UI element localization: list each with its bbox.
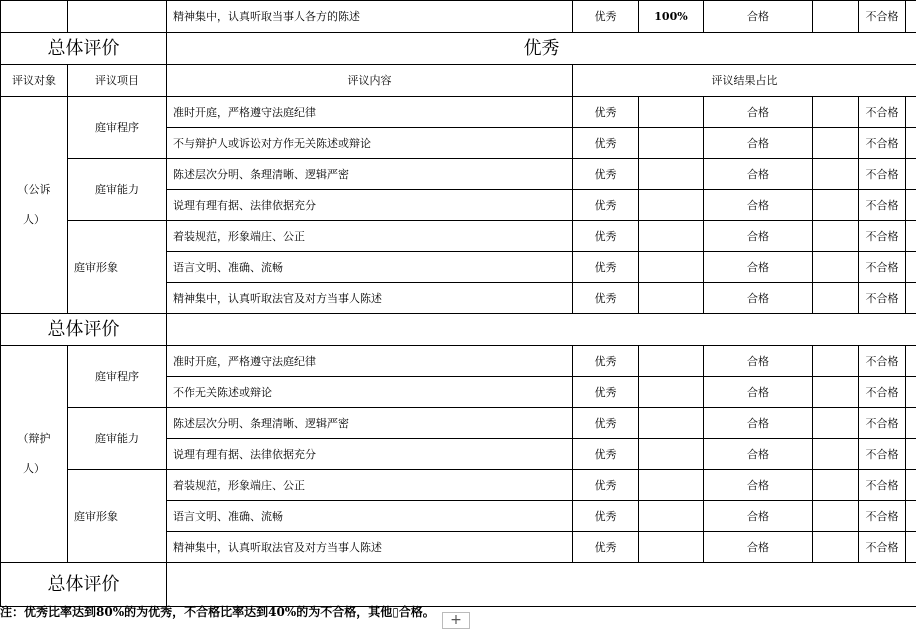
mark-pass: 合格 (704, 439, 813, 470)
blank-cell (1, 1, 68, 33)
percent-cell (906, 346, 916, 377)
mark-pass: 合格 (704, 97, 813, 128)
percent-cell (813, 439, 859, 470)
object-label-line: 人） (23, 213, 45, 226)
mark-fail: 不合格 (859, 501, 906, 532)
mark-excellent: 优秀 (573, 408, 639, 439)
content-cell: 不作无关陈述或辩论 (167, 377, 573, 408)
percent-cell (906, 283, 916, 314)
item-label: 庭审能力 (68, 408, 167, 470)
percent-cell (906, 501, 916, 532)
percent-cell (639, 190, 704, 221)
add-icon[interactable]: + (442, 612, 470, 629)
mark-pass: 合格 (704, 128, 813, 159)
mark-pass: 合格 (704, 532, 813, 563)
header-item: 评议项目 (68, 65, 167, 97)
mark-pass: 合格 (704, 252, 813, 283)
mark-fail: 不合格 (859, 439, 906, 470)
percent-cell (813, 97, 859, 128)
percent-cell (813, 408, 859, 439)
mark-excellent: 优秀 (573, 501, 639, 532)
item-label: 庭审程序 (68, 346, 167, 408)
mark-pass: 合格 (704, 408, 813, 439)
mark-fail: 不合格 (859, 283, 906, 314)
percent-cell (813, 252, 859, 283)
content-cell: 不与辩护人或诉讼对方作无关陈述或辩论 (167, 128, 573, 159)
percent-cell (906, 377, 916, 408)
mark-fail: 不合格 (859, 1, 906, 33)
item-label: 庭审能力 (68, 159, 167, 221)
percent-cell (813, 346, 859, 377)
percent-cell (813, 470, 859, 501)
percent-cell (813, 221, 859, 252)
content-cell: 精神集中，认真听取法官及对方当事人陈述 (167, 283, 573, 314)
content-cell: 陈述层次分明、条理清晰、逻辑严密 (167, 159, 573, 190)
mark-excellent: 优秀 (573, 439, 639, 470)
percent-cell (906, 159, 916, 190)
percent-cell (906, 439, 916, 470)
percent-cell (639, 97, 704, 128)
percent-cell (813, 128, 859, 159)
mark-excellent: 优秀 (573, 252, 639, 283)
percent-cell (639, 128, 704, 159)
percent-cell (639, 346, 704, 377)
mark-excellent: 优秀 (573, 97, 639, 128)
percent-cell (813, 159, 859, 190)
mark-excellent: 优秀 (573, 470, 639, 501)
mark-pass: 合格 (704, 470, 813, 501)
percent-value: 100% (639, 1, 704, 33)
mark-fail: 不合格 (859, 128, 906, 159)
object-label-line: （公诉 (17, 183, 51, 196)
header-content: 评议内容 (167, 65, 573, 97)
mark-pass: 合格 (704, 221, 813, 252)
percent-cell (639, 252, 704, 283)
percent-cell (813, 501, 859, 532)
content-cell: 精神集中，认真听取当事人各方的陈述 (167, 1, 573, 33)
object-label (1, 97, 68, 314)
mark-pass: 合格 (704, 1, 813, 33)
overall-label: 总体评价 (1, 563, 167, 607)
mark-pass: 合格 (704, 346, 813, 377)
item-label: 庭审形象 (68, 470, 167, 563)
item-label: 庭审程序 (68, 97, 167, 159)
mark-pass: 合格 (704, 501, 813, 532)
percent-cell (906, 221, 916, 252)
mark-fail: 不合格 (859, 532, 906, 563)
percent-cell (639, 501, 704, 532)
percent-cell (639, 439, 704, 470)
percent-cell (906, 1, 916, 33)
content-cell: 说理有理有据、法律依据充分 (167, 190, 573, 221)
percent-cell (639, 221, 704, 252)
content-cell: 着装规范，形象端庄、公正 (167, 221, 573, 252)
mark-excellent: 优秀 (573, 377, 639, 408)
content-cell: 语言文明、准确、流畅 (167, 501, 573, 532)
mark-excellent: 优秀 (573, 128, 639, 159)
mark-excellent: 优秀 (573, 159, 639, 190)
mark-fail: 不合格 (859, 97, 906, 128)
percent-cell (906, 252, 916, 283)
mark-pass: 合格 (704, 377, 813, 408)
footnote: 注：优秀比率达到80%的为优秀，不合格比率达到40%的为不合格，其他▯合格。 (0, 605, 435, 619)
mark-excellent: 优秀 (573, 1, 639, 33)
mark-pass: 合格 (704, 190, 813, 221)
overall-result: 优秀 (167, 33, 916, 65)
mark-fail: 不合格 (859, 470, 906, 501)
percent-cell (906, 470, 916, 501)
mark-fail: 不合格 (859, 377, 906, 408)
object-label-line: （辩护 (17, 432, 51, 445)
percent-cell (813, 190, 859, 221)
header-object: 评议对象 (1, 65, 68, 97)
mark-fail: 不合格 (859, 408, 906, 439)
content-cell: 着装规范，形象端庄、公正 (167, 470, 573, 501)
mark-fail: 不合格 (859, 252, 906, 283)
content-cell: 准时开庭，严格遵守法庭纪律 (167, 97, 573, 128)
percent-cell (813, 377, 859, 408)
content-cell: 准时开庭，严格遵守法庭纪律 (167, 346, 573, 377)
mark-excellent: 优秀 (573, 346, 639, 377)
percent-cell (639, 159, 704, 190)
mark-excellent: 优秀 (573, 221, 639, 252)
percent-cell (639, 377, 704, 408)
percent-cell (639, 470, 704, 501)
mark-fail: 不合格 (859, 221, 906, 252)
percent-cell (906, 408, 916, 439)
mark-excellent: 优秀 (573, 532, 639, 563)
percent-cell (639, 283, 704, 314)
overall-label: 总体评价 (1, 314, 167, 346)
mark-pass: 合格 (704, 283, 813, 314)
percent-cell (906, 128, 916, 159)
header-result: 评议结果占比 (573, 65, 916, 97)
content-cell: 说理有理有据、法律依据充分 (167, 439, 573, 470)
mark-fail: 不合格 (859, 346, 906, 377)
overall-result-empty (167, 314, 916, 346)
percent-cell (639, 408, 704, 439)
percent-cell (906, 97, 916, 128)
mark-fail: 不合格 (859, 159, 906, 190)
percent-cell (906, 532, 916, 563)
content-cell: 精神集中，认真听取法官及对方当事人陈述 (167, 532, 573, 563)
percent-cell (813, 1, 859, 33)
percent-cell (639, 532, 704, 563)
item-label: 庭审形象 (68, 221, 167, 314)
object-label-line: 人） (23, 462, 45, 475)
percent-cell (906, 190, 916, 221)
mark-fail: 不合格 (859, 190, 906, 221)
mark-excellent: 优秀 (573, 283, 639, 314)
blank-cell (68, 1, 167, 33)
content-cell: 陈述层次分明、条理清晰、逻辑严密 (167, 408, 573, 439)
object-label (1, 346, 68, 563)
overall-label: 总体评价 (1, 33, 167, 65)
mark-excellent: 优秀 (573, 190, 639, 221)
content-cell: 语言文明、准确、流畅 (167, 252, 573, 283)
overall-result-empty (167, 563, 916, 607)
mark-pass: 合格 (704, 159, 813, 190)
percent-cell (813, 532, 859, 563)
percent-cell (813, 283, 859, 314)
